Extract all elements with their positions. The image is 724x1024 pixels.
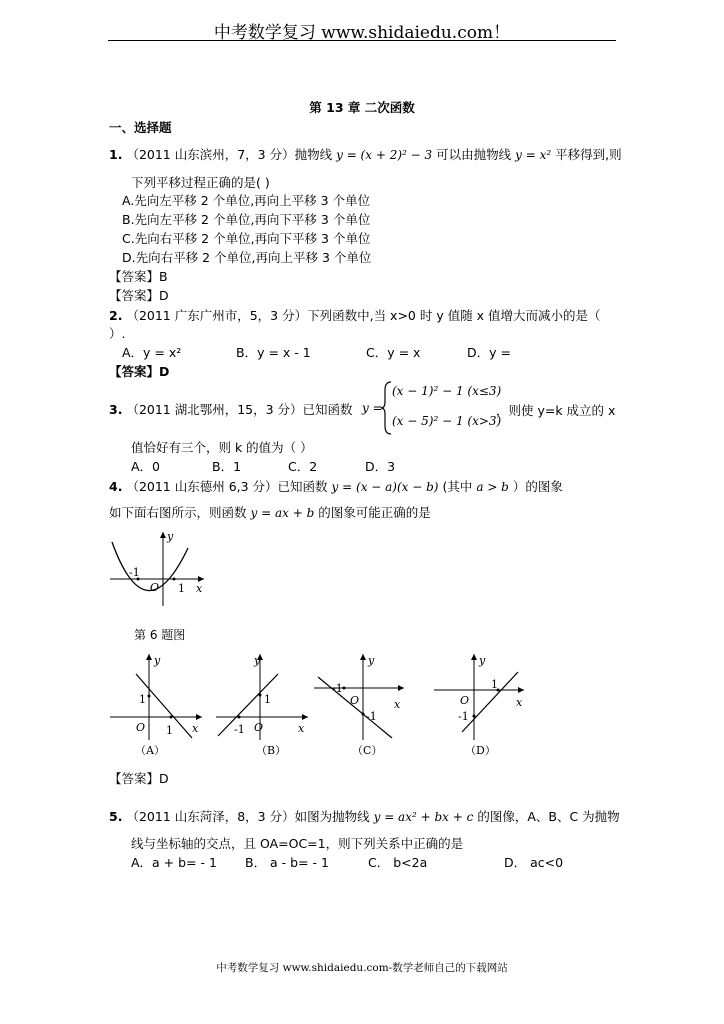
q2-option-a: A．y = x² (122, 345, 182, 360)
q1-mid: 可以由抛物线 (436, 147, 512, 162)
q3-option-d: D．3 (365, 459, 396, 474)
graph-a-origin: O (136, 721, 146, 734)
parabola-y-label: y (167, 530, 174, 543)
graph-c-y-label: y (368, 654, 375, 667)
graph-d-one-x: 1 (491, 678, 498, 691)
q4-line2 (109, 503, 431, 521)
q1-source: （2011 山东滨州，7，3 分）抛物线 (126, 147, 333, 162)
parabola-origin-label: O (150, 581, 160, 594)
question-4 (109, 477, 563, 495)
q1-answer-1: 【答案】B (109, 269, 168, 284)
question-1 (109, 145, 622, 163)
q5-option-c: C． b<2a (368, 855, 428, 870)
q3-y-eq: y = (362, 401, 383, 415)
q1-number: 1. (109, 147, 123, 162)
q4-formula-2: y = ax + b (250, 506, 315, 520)
q2-option-c: C．y = x (366, 345, 421, 360)
graph-c (312, 650, 408, 742)
q4-cond-post: ）的图象 (512, 479, 563, 494)
graph-d-caption: （D） (465, 744, 496, 757)
header-rule (108, 40, 616, 41)
q1-option-c: C.先向右平移 2 个单位,再向下平移 3 个单位 (122, 231, 371, 246)
q2-text-2: ）. (109, 326, 126, 341)
q4-formula: y = (x − a)(x − b) (331, 480, 439, 494)
graph-b-neg1: -1 (234, 723, 245, 736)
q4-line2-pre: 如下面右图所示，则函数 (109, 505, 247, 520)
graph-c-caption: （C） (352, 744, 383, 757)
q4-cond-pre: (其中 (442, 479, 473, 494)
parabola-x-label: x (196, 582, 203, 595)
parabola-one-label: 1 (178, 582, 185, 595)
q1-answer-2: 【答案】D (109, 288, 169, 303)
q1-option-a: A.先向左平移 2 个单位,再向上平移 3 个单位 (122, 193, 371, 208)
page-footer: 中考数学复习 www.shidaiedu.com-数学老师自己的下载网站 (216, 962, 508, 974)
q5-source: （2011 山东菏泽，8，3 分）如图为抛物线 (126, 809, 370, 824)
q1-line2: 下列平移过程正确的是( ) (131, 175, 270, 190)
q1-option-b: B.先向左平移 2 个单位,再向下平移 3 个单位 (122, 212, 371, 227)
graph-c-neg1-x: -1 (332, 682, 343, 695)
graph-c-origin: O (350, 694, 360, 707)
q5-option-d: D． ac<0 (504, 855, 564, 870)
q1-end: 平移得到,则 (555, 147, 622, 162)
page-header: 中考数学复习 www.shidaiedu.com！ (213, 23, 511, 43)
q4-number: 4. (109, 479, 123, 494)
parabola-neg1-label: -1 (129, 566, 140, 579)
graph-d-origin: O (460, 694, 470, 707)
q5-number: 5. (109, 809, 123, 824)
graph-d-x-label: x (516, 696, 523, 709)
graph-a-one-y: 1 (139, 693, 146, 706)
q5-tail: 的图像，A、B、C 为抛物 (477, 809, 620, 824)
q3-case-2: (x − 5)² − 1 (x>3) (392, 414, 502, 428)
q1-option-d: D.先向右平移 2 个单位,再向上平移 3 个单位 (122, 250, 372, 265)
q5-line2: 线与坐标轴的交点，且 OA=OC=1，则下列关系中正确的是 (131, 836, 464, 851)
graph-b-one-y: 1 (264, 693, 271, 706)
question-2 (109, 306, 601, 324)
graph-a-y-label: y (154, 654, 161, 667)
q4-line2-post: 的图象可能正确的是 (318, 505, 431, 520)
q3-option-a: A．0 (131, 459, 161, 474)
q3-option-c: C．2 (288, 459, 318, 474)
q1-formula-2: y = x² (515, 148, 552, 162)
graph-a (108, 650, 204, 742)
graph-d-neg1-y: -1 (458, 710, 469, 723)
q2-number: 2. (109, 308, 123, 323)
q3-source: （2011 湖北鄂州，15，3 分）已知函数 (126, 402, 353, 417)
graph-c-neg1-y: -1 (366, 710, 377, 723)
section-title: 一、选择题 (109, 120, 172, 135)
q1-formula-1: y = (x + 2)² − 3 (336, 148, 433, 162)
question-3 (109, 400, 353, 418)
q5-option-a: A．a + b= - 1 (131, 855, 217, 870)
q2-option-d: D．y = (467, 345, 511, 360)
graph-a-x-label: x (192, 722, 199, 735)
q3-option-b: B．1 (212, 459, 242, 474)
graph-b-x-label: x (298, 722, 305, 735)
chapter-title: 第 13 章 二次函数 (309, 100, 415, 115)
q4-source: （2011 山东德州 6,3 分）已知函数 (126, 479, 328, 494)
q4-answer: 【答案】D (109, 771, 169, 786)
graph-d-y-label: y (479, 654, 486, 667)
graph-b-caption: （B） (256, 744, 287, 757)
graph-b-origin: O (254, 721, 264, 734)
q4-figure-caption: 第 6 题图 (134, 628, 186, 642)
q2-text: （2011 广东广州市，5，3 分）下列函数中,当 x>0 时 y 值随 x 值增大而减小的是（ (126, 308, 601, 323)
q3-case-1: (x − 1)² − 1 (x≤3) (392, 384, 502, 398)
graph-a-one-x: 1 (166, 724, 173, 737)
q2-answer: 【答案】D (109, 364, 170, 379)
q4-condition: a > b (476, 480, 509, 494)
graph-d (432, 650, 528, 742)
q5-formula: y = ax² + bx + c (373, 810, 474, 824)
q3-tail: ，则使 y=k 成立的 x (496, 403, 616, 418)
parabola-figure (108, 528, 208, 608)
q2-option-b: B．y = x - 1 (236, 345, 311, 360)
question-5 (109, 807, 620, 825)
graph-b (214, 650, 310, 742)
q3-number: 3. (109, 402, 123, 417)
q5-option-b: B． a - b= - 1 (245, 855, 329, 870)
graph-a-caption: （A） (135, 744, 165, 757)
graph-c-x-label: x (394, 698, 401, 711)
q3-line2: 值恰好有三个，则 k 的值为（ ） (131, 440, 313, 455)
graph-b-y-label: y (254, 654, 261, 667)
